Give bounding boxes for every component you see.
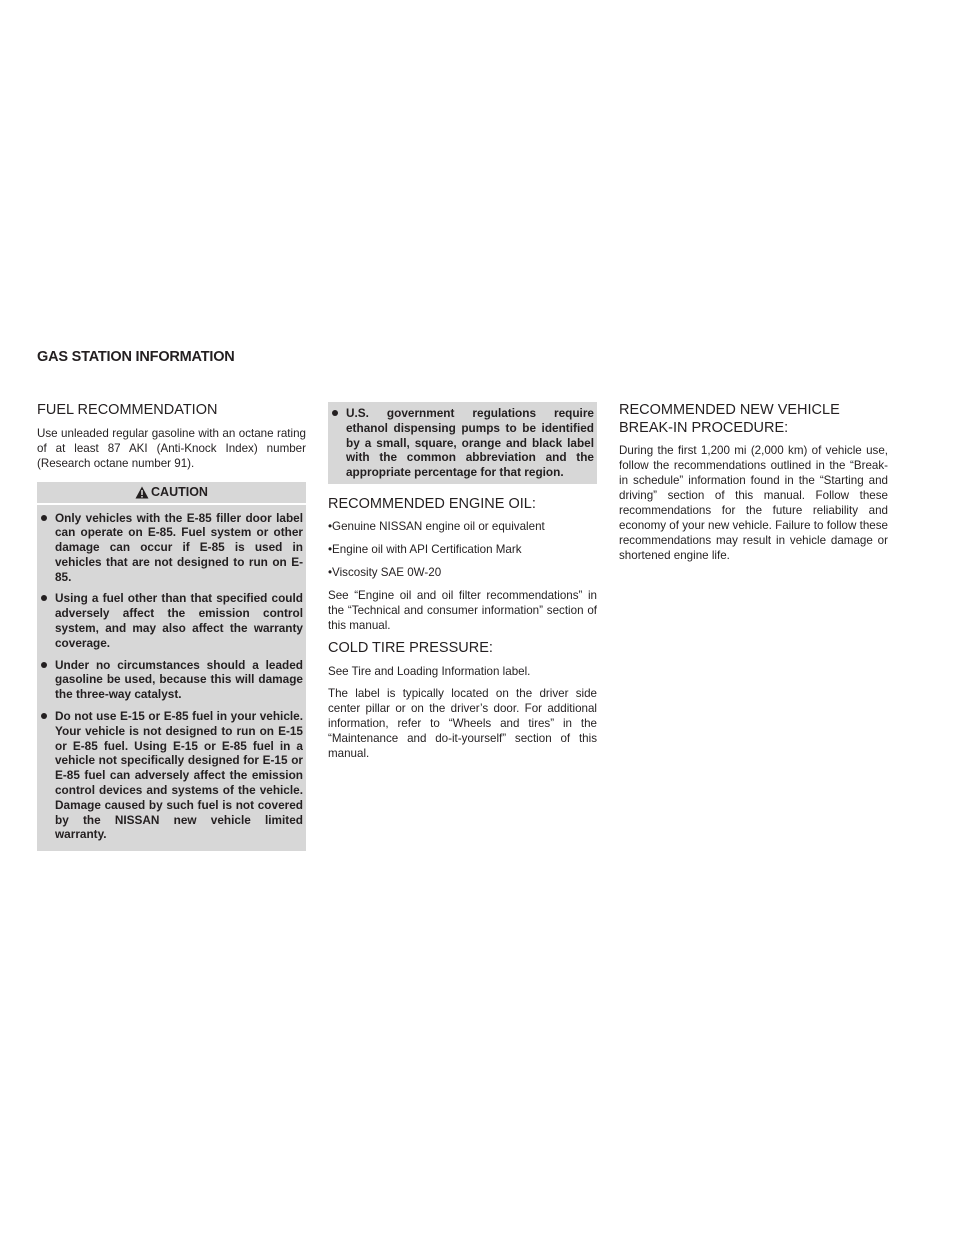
- engine-oil-note: See “Engine oil and oil filter recommendations” in the “Technical and consumer information” section of this manual.: [328, 589, 597, 633]
- engine-oil-item: •Engine oil with API Certification Mark: [328, 543, 522, 557]
- bullet-icon: [41, 662, 47, 668]
- caution-item: [41, 658, 303, 702]
- column-fuel: [37, 402, 306, 851]
- caution-item: [41, 511, 303, 585]
- caution-box-continued: [328, 402, 597, 484]
- engine-oil-item: •Genuine NISSAN engine oil or equivalent: [328, 520, 545, 534]
- break-in-body: During the first 1,200 mi (2,000 km) of vehicle use, follow the recommendations outlined in the “Break-in schedule” information found in the “Starting and driving” section of this manual. Follow these recommendations for the future reliability and economy of your new vehicle. Failure to follow these recommendations may result in vehicle damage or shortened engine life.: [619, 444, 888, 562]
- caution-item-text: U.S. government regulations require ethanol dispensing pumps to be identified by a small, square, orange and black label with the common abbreviation and the appropriate percentage for that region.: [346, 406, 594, 480]
- engine-oil-heading: RECOMMENDED ENGINE OIL:: [328, 495, 536, 512]
- caution-box: [37, 482, 306, 852]
- tire-pressure-heading: COLD TIRE PRESSURE:: [328, 640, 493, 657]
- caution-header: [37, 482, 306, 505]
- caution-item-text: Do not use E-15 or E-85 fuel in your vehicle. Your vehicle is not designed to run on E-15 or E-85 fuel. Using E-15 or E-85 fuel in a vehicle not specifically designed for E-15 or E-85 fuel can adversely affect the emission control devices and systems of the vehicle. Damage caused by such fuel is not covered by the NISSAN new vehicle limited warranty.: [55, 709, 303, 842]
- tire-pressure-line2: The label is typically located on the driver side center pillar or on the driver’s door. For additional information, refer to “Wheels and tires” in the “Maintenance and do-it-yourself” section of this manual.: [328, 686, 597, 760]
- break-in-heading-line1: RECOMMENDED NEW VEHICLE: [619, 402, 840, 418]
- caution-item-text: Only vehicles with the E-85 filler door label can operate on E-85. Fuel system or other damage can occur if E-85 is used in vehicles that are not designed to run on E-85.: [55, 510, 303, 584]
- caution-item: [332, 406, 594, 480]
- fuel-recommendation-heading: FUEL RECOMMENDATION: [37, 402, 218, 418]
- tire-pressure-line1: See Tire and Loading Information label.: [328, 664, 531, 678]
- fuel-intro: Use unleaded regular gasoline with an octane rating of at least 87 AKI (Anti-Knock Index) number (Research octane number 91).: [37, 426, 306, 470]
- bullet-icon: [41, 713, 47, 719]
- column-break-in: [619, 402, 888, 570]
- caution-item-text: Under no circumstances should a leaded gasoline be used, because this will damage the three-way catalyst.: [55, 657, 303, 702]
- bullet-icon: [332, 410, 338, 416]
- engine-oil-item: •Viscosity SAE 0W-20: [328, 566, 442, 580]
- break-in-heading-line2: BREAK-IN PROCEDURE:: [619, 419, 789, 436]
- caution-list-continued: [332, 406, 594, 480]
- break-in-heading: [619, 402, 888, 437]
- bullet-icon: [41, 515, 47, 521]
- warning-triangle-icon: [135, 486, 149, 499]
- caution-list: [37, 505, 306, 843]
- caution-item: [41, 591, 303, 650]
- caution-item-text: Using a fuel other than that specified could adversely affect the emission control system, and may also affect the warranty coverage.: [55, 591, 303, 650]
- caution-item: [41, 709, 303, 842]
- column-oil-tire: [328, 402, 597, 768]
- caution-label: CAUTION: [151, 485, 208, 499]
- bullet-icon: [41, 595, 47, 601]
- section-title: GAS STATION INFORMATION: [37, 349, 235, 365]
